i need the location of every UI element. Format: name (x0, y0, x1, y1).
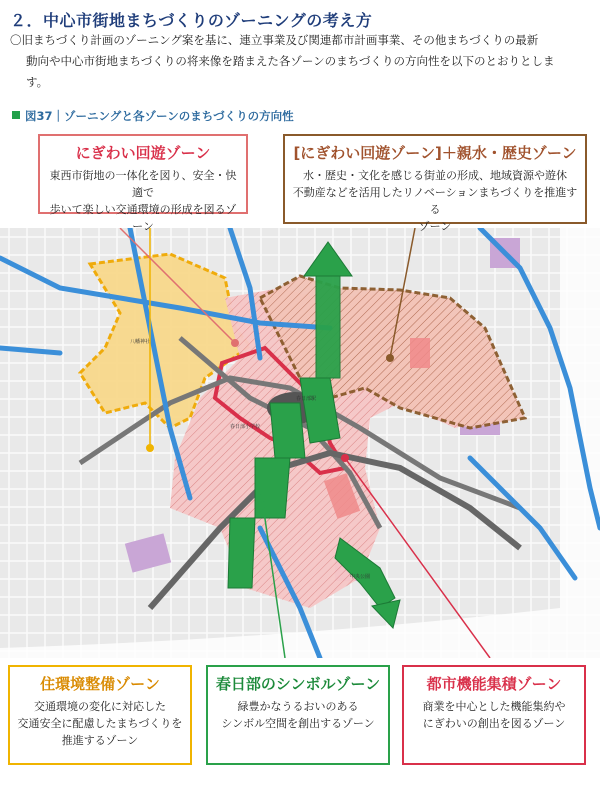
nigiwai-desc-line-2: 歩いて楽しい交通環境の形成を図るゾーン (49, 203, 237, 233)
shrine-label: 八幡神社 (130, 339, 151, 345)
shinsui-desc-line-1: 水・歴史・文化を感じる街並の形成、地域資源や遊休 (303, 169, 567, 182)
shinsui-desc-line-2: 不動産などを活用したリノベーションまちづくりを推進する (292, 186, 578, 216)
symbol-desc-line-1: 緑豊かなうるおいのある (237, 700, 359, 713)
toshi-zone-callout (402, 665, 586, 765)
figure-caption-text: 図37｜ゾーニングと各ゾーンのまちづくりの方向性 (25, 109, 294, 123)
intro-line-3: す。 (26, 75, 49, 89)
nigiwai-zone-callout (38, 134, 248, 233)
caption-marker-icon (12, 111, 20, 119)
toshi-zone-desc (404, 698, 584, 732)
zoning-map (0, 228, 600, 658)
symbol-zone-callout (206, 665, 390, 765)
jukankyo-desc-line-1: 交通環境の変化に対応した (34, 700, 166, 713)
symbol-desc-line-2: シンボル空間を創出するゾーン (221, 717, 375, 730)
intro-line-1: 〇旧まちづくり計画のゾーニング案を基に、連立事業及び関連都市計画事業、その他まちづくりの最新 (10, 33, 539, 47)
shinsui-zone-callout (283, 134, 587, 233)
intro-text (10, 30, 590, 93)
nigiwai-zone-title: にぎわい回遊ゾーン (75, 144, 211, 162)
jukankyo-zone-desc (10, 698, 190, 749)
shinsui-zone-desc (285, 167, 585, 235)
symbol-zone-desc (208, 698, 388, 732)
school-label: 春日部小学校 (230, 424, 261, 430)
station-label: 春日部駅 (296, 396, 317, 402)
toshi-desc-line-1: 商業を中心とした機能集約や (422, 700, 566, 713)
shinsui-desc-line-3: ゾーン (418, 220, 452, 233)
shinsui-zone-title: [にぎわい回遊ゾーン]＋親水・歴史ゾーン (293, 144, 577, 162)
nigiwai-zone-desc (40, 167, 246, 235)
park-label: 中央公園 (350, 574, 371, 580)
toshi-desc-line-2: にぎわいの創出を図るゾーン (422, 717, 566, 730)
symbol-zone-title: 春日部のシンボルゾーン (215, 675, 381, 693)
jukankyo-desc-line-3: 推進するゾーン (61, 734, 139, 747)
toshi-zone-title: 都市機能集積ゾーン (426, 675, 562, 693)
jukankyo-zone-title: 住環境整備ゾーン (40, 675, 160, 693)
intro-line-2: 動向や中心市街地まちづくりの将来像を踏まえた各ゾーンのまちづくりの方向性を以下のとおりとしま (26, 54, 555, 68)
jukankyo-desc-line-2: 交通安全に配慮したまちづくりを (17, 717, 183, 730)
figure-caption (12, 108, 294, 124)
jukankyo-zone-callout (8, 665, 192, 765)
nigiwai-desc-line-1: 東西市街地の一体化を図り、安全・快適で (49, 169, 237, 199)
page-title: ２．中心市街地まちづくりのゾーニングの考え方 (10, 11, 373, 30)
